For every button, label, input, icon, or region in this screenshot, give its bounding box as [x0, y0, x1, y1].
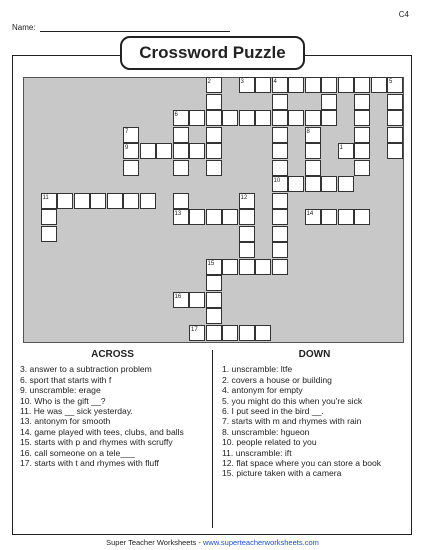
grid-cell[interactable]: [239, 325, 255, 341]
grid-cell[interactable]: [387, 143, 403, 159]
grid-cell[interactable]: [272, 143, 288, 159]
grid-cell[interactable]: [255, 77, 271, 93]
grid-cell[interactable]: [338, 77, 354, 93]
grid-cell[interactable]: [206, 325, 222, 341]
grid-cell[interactable]: [338, 176, 354, 192]
grid-cell[interactable]: [206, 94, 222, 110]
grid-cell[interactable]: [206, 110, 222, 126]
across-clue: 11. He was __ sick yesterday.: [20, 406, 133, 417]
column-divider: [212, 350, 213, 528]
grid-cell[interactable]: [255, 325, 271, 341]
grid-cell[interactable]: [288, 176, 304, 192]
name-label: Name:: [12, 23, 36, 32]
grid-cell[interactable]: [206, 209, 222, 225]
grid-cell[interactable]: [173, 292, 189, 308]
worksheet-code: C4: [398, 10, 409, 19]
grid-cell[interactable]: [305, 209, 321, 225]
grid-cell[interactable]: [239, 226, 255, 242]
grid-cell[interactable]: [206, 275, 222, 291]
down-clue: 4. antonym for empty: [222, 385, 303, 396]
grid-cell[interactable]: [206, 127, 222, 143]
grid-cell[interactable]: [321, 176, 337, 192]
grid-cell[interactable]: [74, 193, 90, 209]
grid-cell[interactable]: [387, 77, 403, 93]
grid-cell[interactable]: [57, 193, 73, 209]
grid-cell[interactable]: [305, 160, 321, 176]
across-clue: 10. Who is the gift __?: [20, 395, 106, 406]
grid-cell[interactable]: [288, 110, 304, 126]
down-clue: 1. unscramble: ltfe: [222, 364, 293, 375]
grid-cell[interactable]: [41, 193, 57, 209]
grid-cell[interactable]: [321, 94, 337, 110]
grid-cell[interactable]: [255, 259, 271, 275]
grid-cell[interactable]: [206, 292, 222, 308]
grid-cell[interactable]: [354, 209, 370, 225]
grid-cell[interactable]: [387, 127, 403, 143]
clue-number: 1: [339, 145, 343, 151]
footer-brand: Super Teacher Worksheets -: [106, 538, 203, 547]
across-clue: 13. antonym for smooth: [20, 416, 111, 427]
clue-number: 3: [240, 79, 244, 85]
grid-cell[interactable]: [272, 127, 288, 143]
grid-cell[interactable]: [189, 292, 205, 308]
grid-cell[interactable]: [123, 127, 139, 143]
across-clue-list: [20, 364, 205, 468]
grid-cell[interactable]: [206, 143, 222, 159]
grid-cell[interactable]: [222, 259, 238, 275]
grid-cell[interactable]: [305, 176, 321, 192]
grid-cell[interactable]: [140, 143, 156, 159]
grid-cell[interactable]: [354, 77, 370, 93]
grid-cell[interactable]: [239, 193, 255, 209]
across-clue: 3. answer to a subtraction problem: [20, 364, 152, 375]
down-clue: 7. starts with m and rhymes with rain: [222, 416, 362, 427]
grid-cell[interactable]: [305, 77, 321, 93]
clue-number: 5: [389, 79, 393, 85]
grid-cell[interactable]: [354, 110, 370, 126]
grid-cell[interactable]: [123, 193, 139, 209]
footer-url[interactable]: www.superteacherworksheets.com: [202, 538, 319, 547]
clue-number: 15: [207, 260, 215, 267]
grid-cell[interactable]: [255, 110, 271, 126]
down-clue: 5. you might do this when you're sick: [222, 395, 363, 406]
grid-cell[interactable]: [206, 259, 222, 275]
down-clues: [222, 350, 407, 479]
grid-cell[interactable]: [222, 325, 238, 341]
grid-cell[interactable]: [41, 209, 57, 225]
down-heading: DOWN: [298, 349, 331, 360]
grid-cell[interactable]: [321, 110, 337, 126]
grid-cell[interactable]: [123, 160, 139, 176]
grid-cell[interactable]: [272, 176, 288, 192]
grid-cell[interactable]: [305, 143, 321, 159]
clue-number: 16: [174, 293, 182, 300]
grid-cell[interactable]: [173, 193, 189, 209]
clue-number: 14: [306, 211, 314, 217]
down-clue: 15. picture taken with a camera: [222, 468, 342, 479]
grid-cell[interactable]: [173, 127, 189, 143]
grid-cell[interactable]: [189, 209, 205, 225]
grid-cell[interactable]: [354, 143, 370, 159]
grid-cell[interactable]: [354, 94, 370, 110]
down-clue: 8. unscramble: hgueon: [222, 426, 310, 437]
grid-cell[interactable]: [321, 209, 337, 225]
grid-cell[interactable]: [272, 242, 288, 258]
clue-number: 10: [273, 178, 281, 184]
crossword-grid: [23, 77, 404, 343]
grid-cell[interactable]: [305, 110, 321, 126]
down-clue: 2. covers a house or building: [222, 374, 332, 385]
name-line[interactable]: [40, 23, 230, 32]
grid-cell[interactable]: [206, 160, 222, 176]
across-clue: 9. unscramble: erage: [20, 385, 101, 396]
grid-cell[interactable]: [189, 143, 205, 159]
grid-cell[interactable]: [305, 127, 321, 143]
grid-cell[interactable]: [354, 127, 370, 143]
grid-cell[interactable]: [239, 242, 255, 258]
grid-cell[interactable]: [239, 110, 255, 126]
grid-cell[interactable]: [173, 110, 189, 126]
grid-cell[interactable]: [387, 94, 403, 110]
grid-cell[interactable]: [239, 209, 255, 225]
grid-cell[interactable]: [354, 160, 370, 176]
grid-cell[interactable]: [156, 143, 172, 159]
grid-cell[interactable]: [272, 94, 288, 110]
grid-cell[interactable]: [272, 77, 288, 93]
across-clues: [20, 350, 205, 468]
down-clue: 12. flat space where you can store a book: [222, 458, 382, 469]
grid-cell[interactable]: [123, 143, 139, 159]
grid-cell[interactable]: [288, 77, 304, 93]
down-clue: 6. I put seed in the bird __.: [222, 406, 324, 417]
footer: [0, 538, 425, 547]
grid-cell[interactable]: [272, 209, 288, 225]
clue-number: 7: [125, 128, 129, 135]
grid-cell[interactable]: [189, 325, 205, 341]
across-clue: 6. sport that starts with f: [20, 374, 112, 385]
clue-number: 6: [174, 112, 178, 118]
across-clue: 16. call someone on a tele___: [20, 447, 135, 458]
name-row: [12, 23, 230, 32]
grid-cell[interactable]: [173, 160, 189, 176]
grid-cell[interactable]: [41, 226, 57, 242]
clue-number: 13: [174, 211, 182, 217]
clue-number: 17: [191, 326, 198, 333]
grid-cell[interactable]: [272, 259, 288, 275]
grid-cell[interactable]: [189, 110, 205, 126]
grid-cell[interactable]: [173, 143, 189, 159]
grid-cell[interactable]: [206, 308, 222, 324]
grid-cell[interactable]: [272, 110, 288, 126]
grid-cell[interactable]: [338, 209, 354, 225]
grid-cell[interactable]: [90, 193, 106, 209]
grid-cell[interactable]: [371, 77, 387, 93]
grid-cell[interactable]: [206, 77, 222, 93]
page-title: [120, 36, 305, 70]
clue-number: 12: [240, 194, 248, 201]
grid-cell[interactable]: [338, 143, 354, 159]
across-clue: 17. starts with t and rhymes with fluff: [20, 458, 159, 469]
clue-number: 9: [125, 145, 129, 151]
clue-number: 2: [207, 79, 211, 85]
down-clue: 11. unscramble: ift: [222, 447, 292, 458]
clue-number: 11: [42, 194, 49, 201]
grid-cell[interactable]: [173, 209, 189, 225]
clue-number: 4: [273, 79, 277, 85]
grid-cell[interactable]: [107, 193, 123, 209]
clue-number: 8: [306, 128, 310, 135]
grid-cell[interactable]: [387, 110, 403, 126]
grid-cell[interactable]: [239, 259, 255, 275]
across-heading: ACROSS: [91, 349, 134, 360]
grid-cell[interactable]: [222, 209, 238, 225]
grid-cell[interactable]: [272, 193, 288, 209]
across-clue: 14. game played with tees, clubs, and balls: [20, 426, 184, 437]
page-title-text: Crossword Puzzle: [139, 43, 286, 62]
grid-cell[interactable]: [272, 160, 288, 176]
down-clue-list: [222, 364, 407, 478]
grid-cell[interactable]: [222, 110, 238, 126]
grid-cell[interactable]: [140, 193, 156, 209]
across-clue: 15. starts with p and rhymes with scruffy: [20, 437, 173, 448]
grid-cell[interactable]: [321, 77, 337, 93]
down-clue: 10. people related to you: [222, 437, 317, 448]
grid-cell[interactable]: [272, 226, 288, 242]
grid-cell[interactable]: [239, 77, 255, 93]
